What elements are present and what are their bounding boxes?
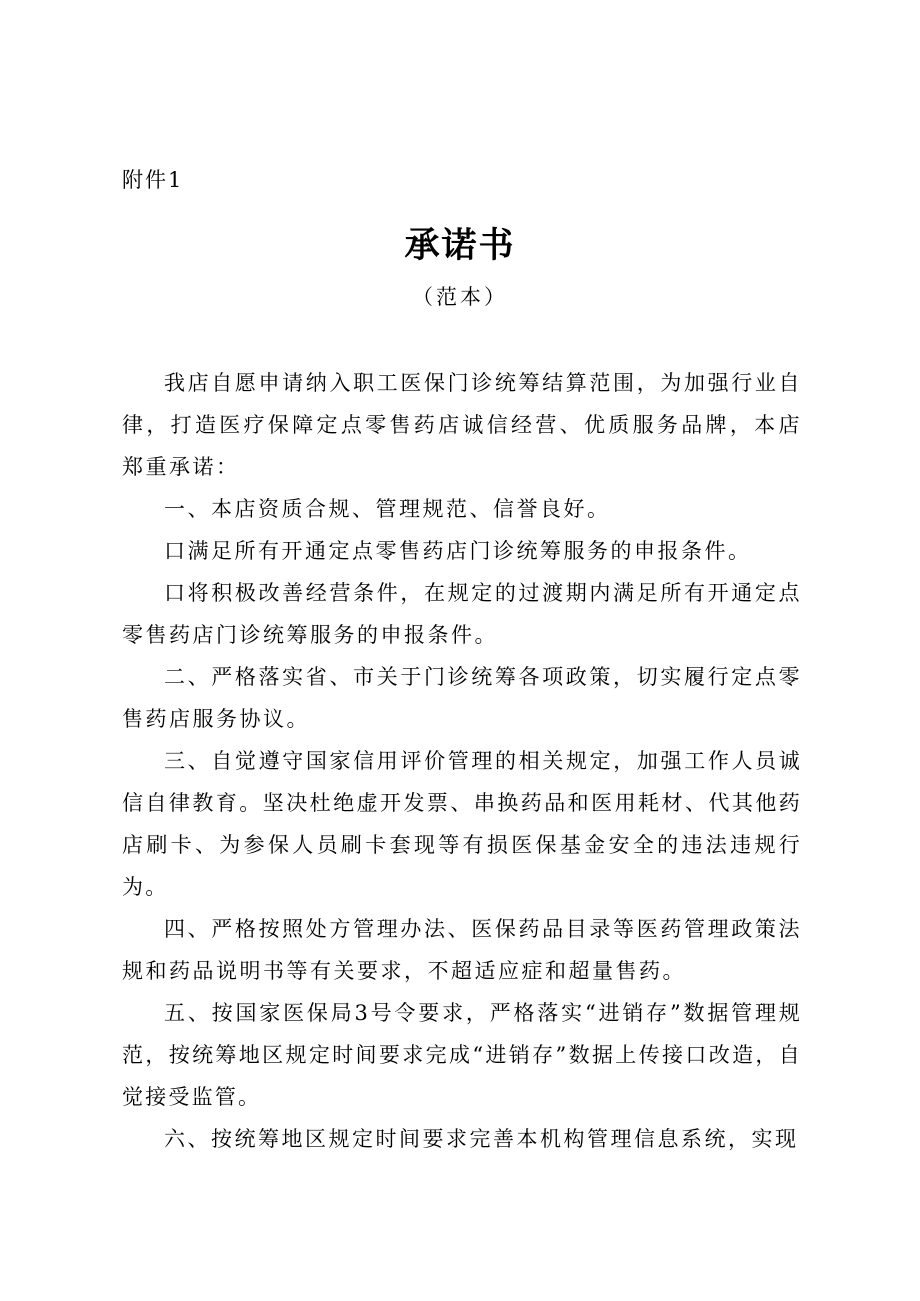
document-body [122,362,802,1160]
paragraph-option-a: 口满足所有开通定点零售药店门诊统筹服务的申报条件。 [164,539,752,563]
page-subtitle: （范本） [412,285,508,309]
paragraph-item-1: 一、本店资质合规、管理规范、信誉良好。 [164,497,611,521]
paragraph-intro: 我店自愿申请纳入职工医保门诊统筹结算范围，为加强行业自律，打造医疗保障定点零售药店诚信经营、优质服务品牌，本店郑重承诺： [122,371,802,479]
paragraph-item-5: 五、按国家医保局3号令要求，严格落实“进销存”数据管理规范，按统筹地区规定时间要求完成“进销存”数据上传接口改造，自觉接受监管。 [122,1001,802,1109]
paragraph-item-4: 四、严格按照处方管理办法、医保药品目录等医药管理政策法规和药品说明书等有关要求，不超适应症和超量售药。 [122,917,802,983]
attachment-label: 附件1 [122,168,184,192]
paragraph-option-b: 口将积极改善经营条件，在规定的过渡期内满足所有开通定点零售药店门诊统筹服务的申报条件。 [122,581,802,647]
page-title: 承诺书 [404,226,516,266]
paragraph-item-6: 六、按统筹地区规定时间要求完善本机构管理信息系统，实现 [164,1127,799,1151]
paragraph-item-2: 二、严格落实省、市关于门诊统筹各项政策，切实履行定点零售药店服务协议。 [122,665,802,731]
paragraph-item-3: 三、自觉遵守国家信用评价管理的相关规定，加强工作人员诚信自律教育。坚决杜绝虚开发票、串换药品和医用耗材、代其他药店刷卡、为参保人员刷卡套现等有损医保基金安全的违法违规行为。 [122,749,802,899]
